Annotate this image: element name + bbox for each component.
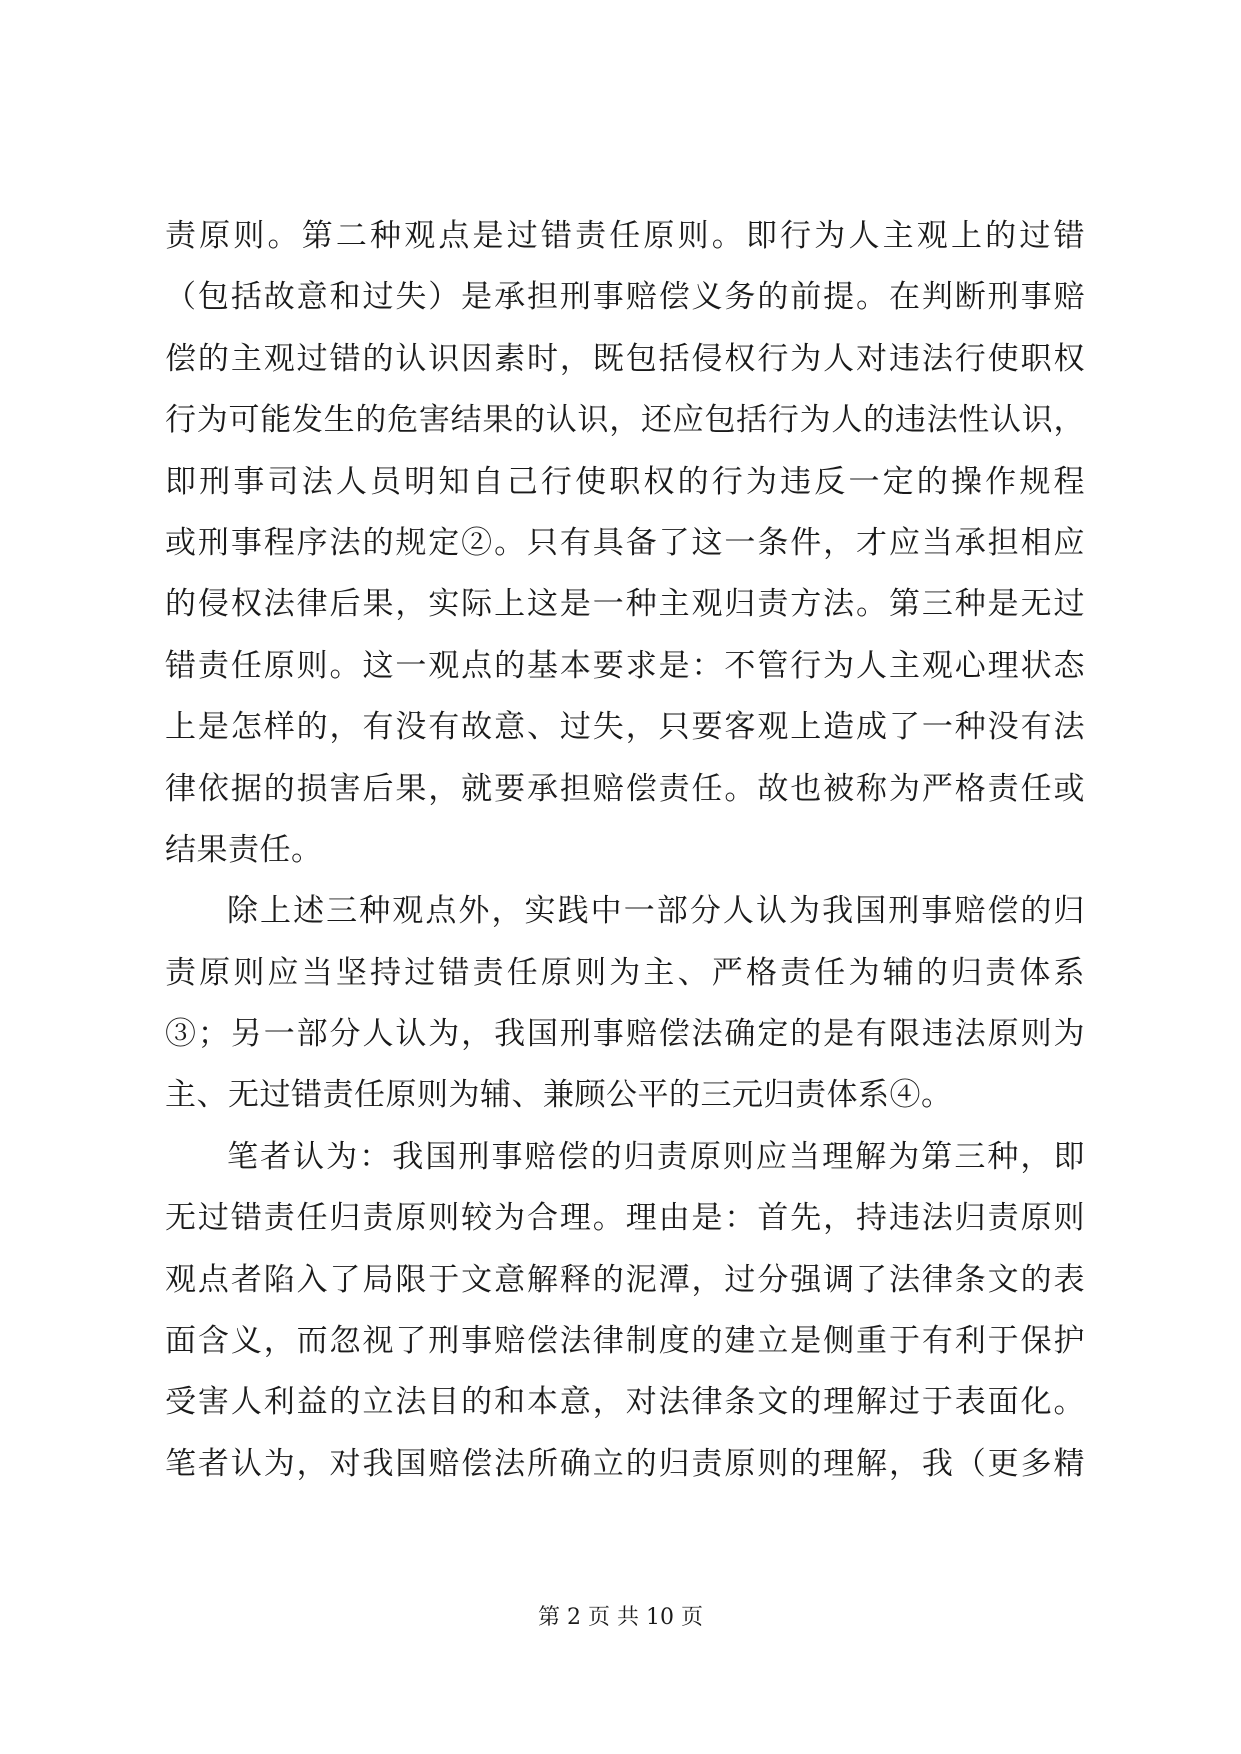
- text-line: 结果责任。: [165, 831, 323, 868]
- text-line: 笔者认为，对我国赔偿法所确立的归责原则的理解，我（更多精: [165, 1445, 1085, 1482]
- text-line: （包括故意和过失）是承担刑事赔偿义务的前提。在判断刑事赔: [165, 279, 1085, 316]
- text-line: 主、无过错责任原则为辅、兼顾公平的三元归责体系④。: [165, 1077, 953, 1114]
- text-line: 偿的主观过错的认识因素时，既包括侵权行为人对违法行使职权: [165, 340, 1085, 377]
- text-line: 错责任原则。这一观点的基本要求是：不管行为人主观心理状态: [165, 647, 1085, 684]
- text-line: 无过错责任归责原则较为合理。理由是：首先，持违法归责原则: [165, 1200, 1085, 1237]
- body-text: [165, 206, 1085, 1495]
- text-line: 面含义，而忽视了刑事赔偿法律制度的建立是侧重于有利于保护: [165, 1323, 1085, 1360]
- text-line: 责原则。第二种观点是过错责任原则。即行为人主观上的过错: [165, 218, 1085, 254]
- text-line: 受害人利益的立法目的和本意，对法律条文的理解过于表面化。: [165, 1384, 1085, 1421]
- text-line: 行为可能发生的危害结果的认识，还应包括行为人的违法性认识，: [165, 402, 1085, 439]
- text-line: 上是怎样的，有没有故意、过失，只要客观上造成了一种没有法: [165, 709, 1085, 746]
- page-number-footer: 第 2 页 共 10 页: [538, 1605, 703, 1630]
- text-line: 的侵权法律后果，实际上这是一种主观归责方法。第三种是无过: [165, 586, 1085, 623]
- text-line: ③；另一部分人认为，我国刑事赔偿法确定的是有限违法原则为: [165, 1016, 1085, 1053]
- paragraph-start-line: 除上述三种观点外，实践中一部分人认为我国刑事赔偿的归: [227, 893, 1085, 930]
- paragraph-start-line: 笔者认为：我国刑事赔偿的归责原则应当理解为第三种，即: [227, 1138, 1085, 1175]
- text-line: 即刑事司法人员明知自己行使职权的行为违反一定的操作规程: [165, 463, 1085, 500]
- text-line: 或刑事程序法的规定②。只有具备了这一条件，才应当承担相应: [165, 524, 1085, 561]
- text-line: 律依据的损害后果，就要承担赔偿责任。故也被称为严格责任或: [165, 770, 1085, 807]
- text-line: 责原则应当坚持过错责任原则为主、严格责任为辅的归责体系: [165, 954, 1085, 991]
- text-line: 观点者陷入了局限于文意解释的泥潭，过分强调了法律条文的表: [165, 1261, 1085, 1298]
